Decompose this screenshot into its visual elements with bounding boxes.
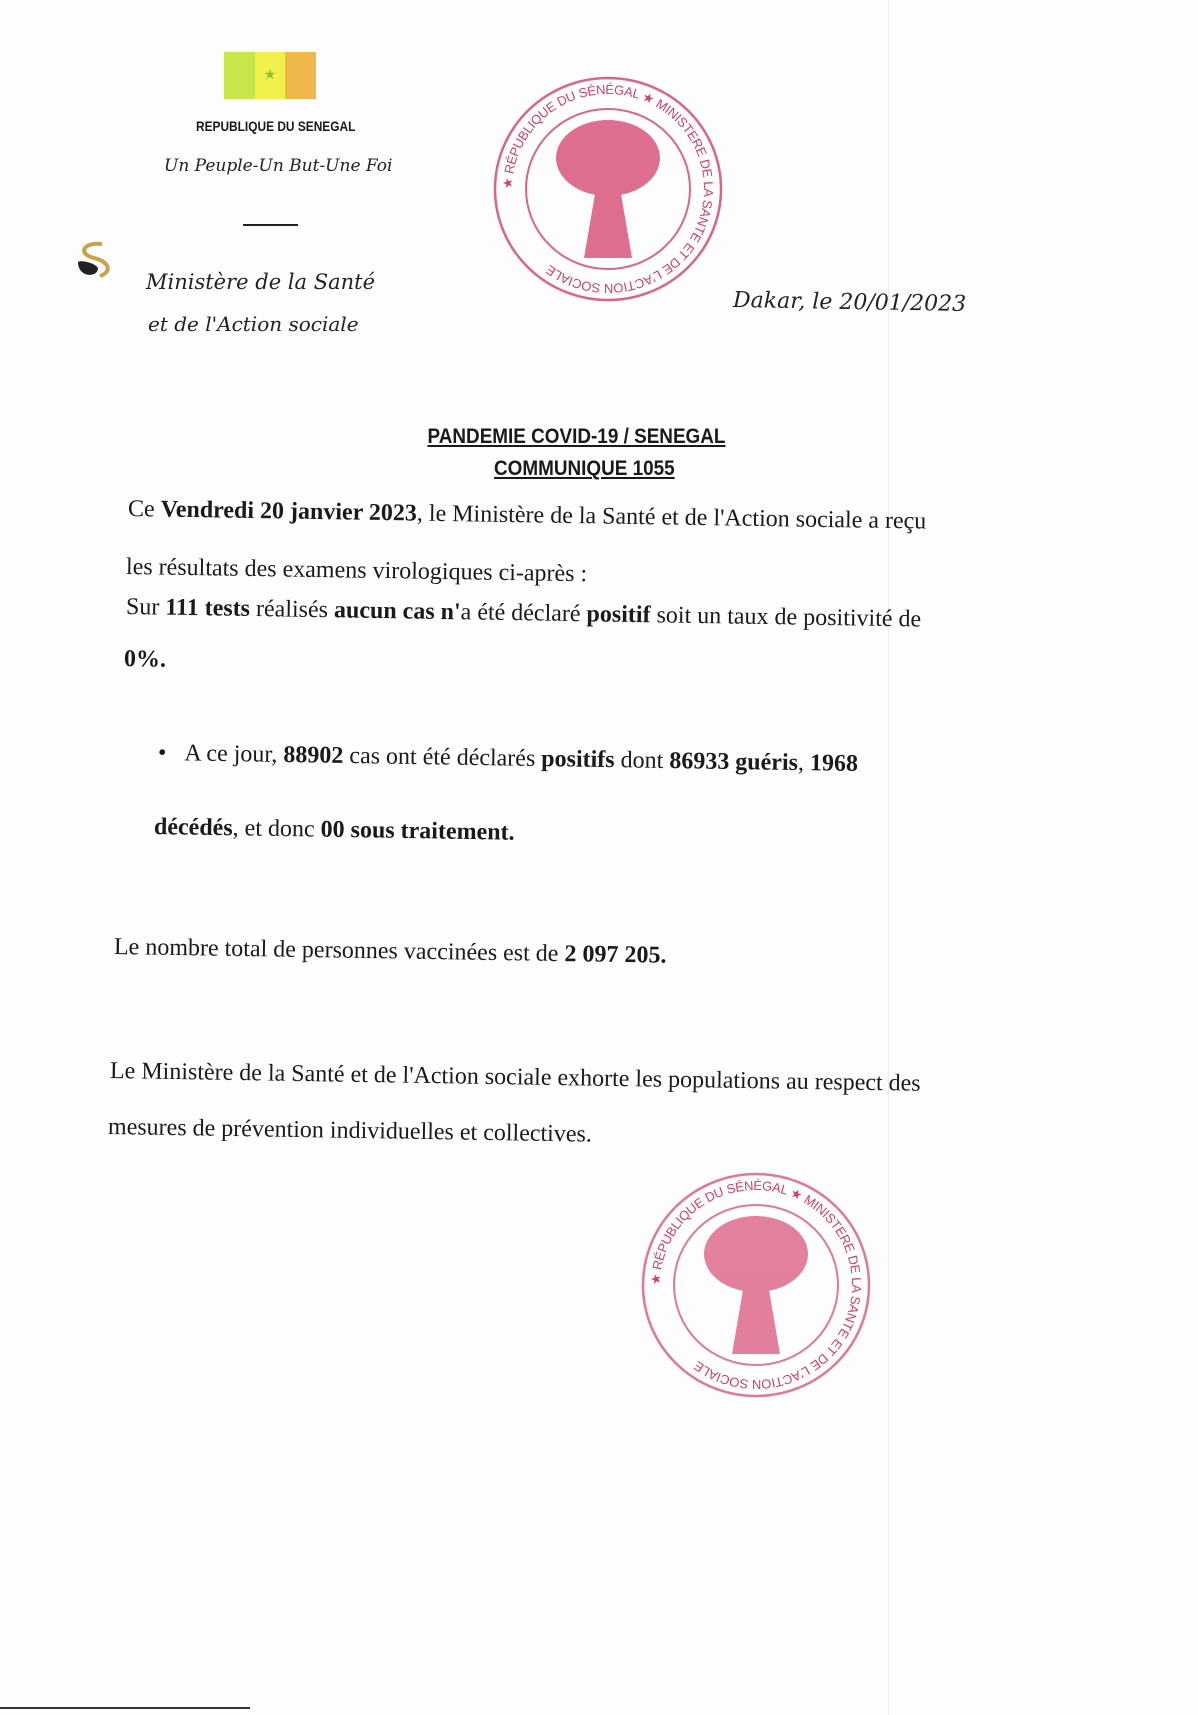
bullet-icon: • — [157, 740, 185, 767]
closing-line1: Le Ministère de la Santé et de l'Action sociale exhorte les populations au respect des — [109, 1058, 921, 1097]
bullet-line1: • A ce jour, 88902 cas ont été déclarés positifs dont 86933 guéris, 1968 — [157, 740, 859, 777]
para1-line1: Ce Vendredi 20 janvier 2023, le Ministère de la Santé et de l'Action sociale a reçu — [127, 496, 927, 535]
place-date: Dakar, le 20/01/2023 — [732, 287, 967, 318]
official-stamp-bottom — [640, 1170, 872, 1400]
senegal-flag: ★ — [224, 52, 316, 99]
scan-edge — [888, 0, 889, 1715]
vaccination-line: Le nombre total de personnes vaccinées est de 2 097 205. — [113, 934, 667, 969]
para1-line3: Sur 111 tests réalisés aucun cas n'a été déclaré positif soit un taux de positivité de — [125, 594, 922, 633]
bottom-rule — [0, 1707, 250, 1709]
closing-line2: mesures de prévention individuelles et collectives. — [107, 1114, 593, 1148]
country-name: REPUBLIQUE DU SENEGAL — [196, 118, 356, 134]
ministry-line1: Ministère de la Santé — [146, 270, 376, 294]
title-line2: COMMUNIQUE 1055 — [494, 457, 675, 480]
motto: Un Peuple-Un But-Une Foi — [164, 156, 393, 176]
title-line1: PANDEMIE COVID-19 / SENEGAL — [427, 425, 726, 448]
official-stamp-top — [492, 74, 724, 304]
svg-text:★ RÉPUBLIQUE DU SÉNÉGAL ★ MINI: ★ RÉPUBLIQUE DU SÉNÉGAL ★ MINISTERE DE LA SANTE ET DE L'ACTION SOCIALE — [648, 1178, 864, 1392]
svg-text:★ RÉPUBLIQUE DU SÉNÉGAL ★ MINI: ★ RÉPUBLIQUE DU SÉNÉGAL ★ MINISTERE DE LA SANTE ET DE L'ACTION SOCIALE — [500, 82, 716, 296]
para1-line2: les résultats des examens virologiques ci-après : — [125, 554, 588, 588]
bullet-line2: décédés, et donc 00 sous traitement. — [153, 814, 515, 846]
ministry-line2: et de l'Action sociale — [148, 312, 359, 336]
divider — [243, 224, 298, 226]
para1-line4: 0%. — [123, 646, 167, 673]
ministry-logo-icon — [72, 240, 124, 282]
